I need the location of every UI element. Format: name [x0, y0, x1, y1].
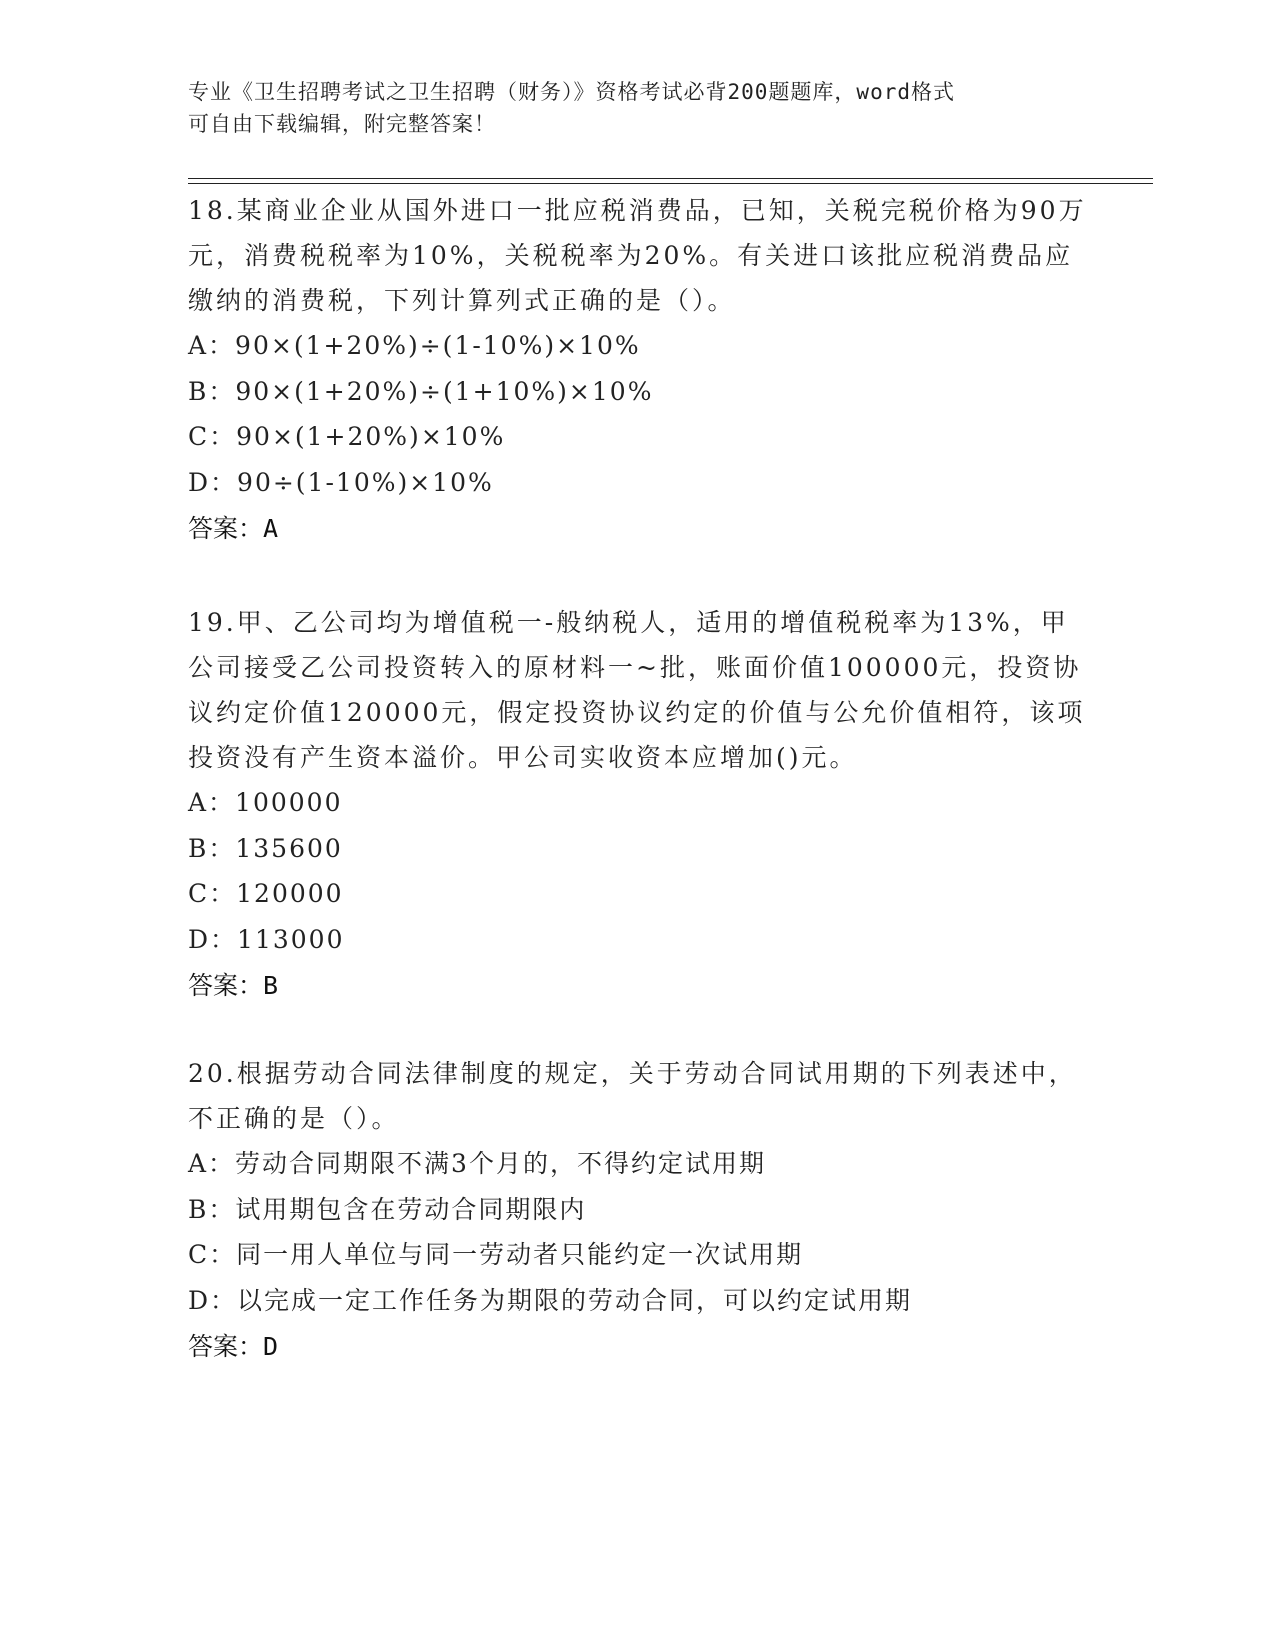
option-a: A：90×(1+20%)÷(1-10%)×10% — [188, 331, 641, 360]
question-20 — [188, 1051, 1088, 1369]
option-d: D：90÷(1-10%)×10% — [188, 467, 494, 497]
answer-line: 答案：D — [188, 1332, 279, 1361]
question-stem: 19.甲、乙公司均为增值税一-般纳税人，适用的增值税税率为13%，甲公司接受乙公司投资转入的原材料一~批，账面价值100000元，投资协议约定价值120000元，假定投资协议约定的价值与公允价值相符，该项投资没有产生资本溢价。甲公司实收资本应增加()元。 — [188, 608, 1086, 772]
option-a: A：劳动合同期限不满3个月的，不得约定试用期 — [188, 1149, 766, 1178]
header-line-2: 可自由下载编辑，附完整答案！ — [188, 112, 496, 136]
document-header — [188, 76, 1068, 140]
option-d: D：113000 — [188, 924, 345, 954]
option-b: B：135600 — [188, 833, 343, 863]
option-c: C：同一用人单位与同一劳动者只能约定一次试用期 — [188, 1240, 804, 1269]
answer-line: 答案：B — [188, 971, 279, 1000]
question-18 — [188, 188, 1088, 551]
option-c: C：120000 — [188, 879, 344, 908]
option-d: D：以完成一定工作任务为期限的劳动合同，可以约定试用期 — [188, 1285, 913, 1315]
header-divider-bottom — [188, 183, 1153, 184]
option-a: A：100000 — [188, 788, 343, 817]
question-stem: 18.某商业企业从国外进口一批应税消费品，已知，关税完税价格为90万元，消费税税率为10%，关税税率为20%。有关进口该批应税消费品应缴纳的消费税，下列计算列式正确的是（）。 — [188, 196, 1087, 315]
question-stem: 20.根据劳动合同法律制度的规定，关于劳动合同试用期的下列表述中，不正确的是（）。 — [188, 1059, 1077, 1133]
option-c: C：90×(1+20%)×10% — [188, 422, 506, 451]
option-b: B：试用期包含在劳动合同期限内 — [188, 1194, 587, 1224]
header-line-1: 专业《卫生招聘考试之卫生招聘（财务）》资格考试必背200题题库，word格式 — [188, 80, 955, 104]
answer-line: 答案：A — [188, 514, 279, 543]
question-19 — [188, 600, 1088, 1008]
header-divider-top — [188, 178, 1153, 179]
option-b: B：90×(1+20%)÷(1+10%)×10% — [188, 376, 654, 406]
